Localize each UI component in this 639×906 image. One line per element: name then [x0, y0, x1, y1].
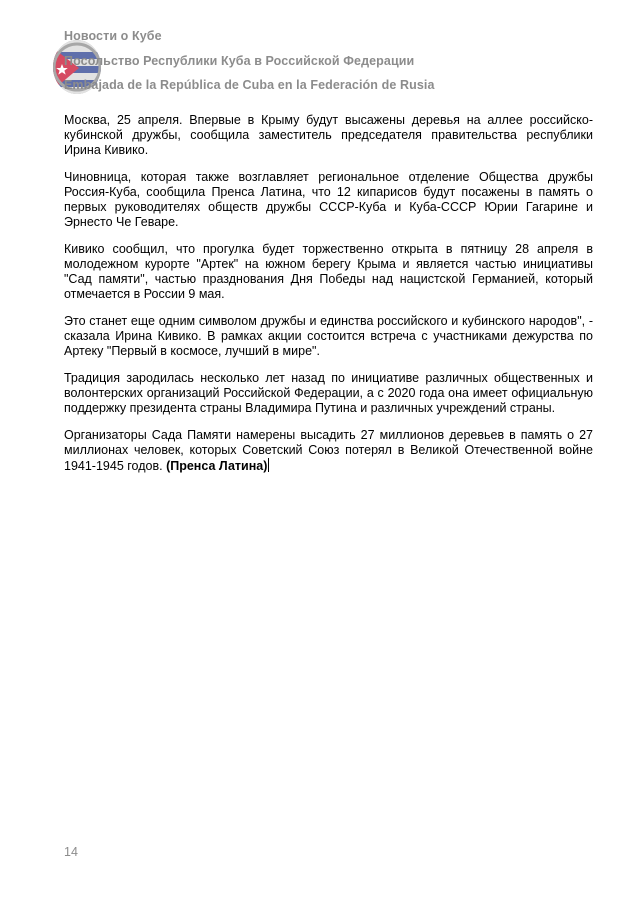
article-paragraph: Москва, 25 апреля. Впервые в Крыму будут высажены деревья на аллее российско-кубинской дружбы, сообщила заместитель председателя правительства республики Ирина Кивико.	[64, 113, 593, 157]
article-last-paragraph	[64, 428, 593, 474]
header-title: Новости о Кубе	[64, 29, 162, 43]
page-header	[0, 0, 639, 104]
article-paragraph: Чиновница, которая также возглавляет региональное отделение Общества дружбы Россия-Куба, сообщила Пренса Латина, что 12 кипарисов будут посажены в память о первых руководителях обществ дружбы СССР-Куба и Куба-СССР Юрии Гагарине и Эрнесто Че Геваре.	[64, 170, 593, 229]
header-embassy-ru: Посольство Республики Куба в Российской Федерации	[64, 54, 415, 68]
article-paragraph: Традиция зародилась несколько лет назад по инициативе различных общественных и волонтерских организаций Российской Федерации, а с 2020 года она имеет официальную поддержку президента страны Владимира Путина и различных учреждений страны.	[64, 371, 593, 415]
article-last-paragraph-text: Организаторы Сада Памяти намерены высадить 27 миллионов деревьев в память о 27 миллионах человек, которых Советский Союз потерял в Великой Отечественной войне 1941-1945 годов.	[64, 428, 593, 473]
article-paragraph: Кивико сообщил, что прогулка будет торжественно открыта в пятницу 28 апреля в молодежном курорте "Артек" на южном берегу Крыма и является частью инициативы "Сад памяти", частью празднования Дня Победы над нацистской Германией, который отмечается в России 9 мая.	[64, 242, 593, 301]
page-number: 14	[64, 845, 78, 859]
header-embassy-es: Embajada de la República de Cuba en la Federación de Rusia	[64, 78, 435, 92]
text-cursor	[268, 458, 269, 472]
article-body	[64, 113, 593, 486]
article-source: (Пренса Латина)	[166, 459, 268, 473]
article-paragraph: Это станет еще одним символом дружбы и единства российского и кубинского народов", - сказала Ирина Кивико. В рамках акции состоится встреча с участниками дежурства по Артеку "Первый в космосе, лучший в мире".	[64, 314, 593, 358]
